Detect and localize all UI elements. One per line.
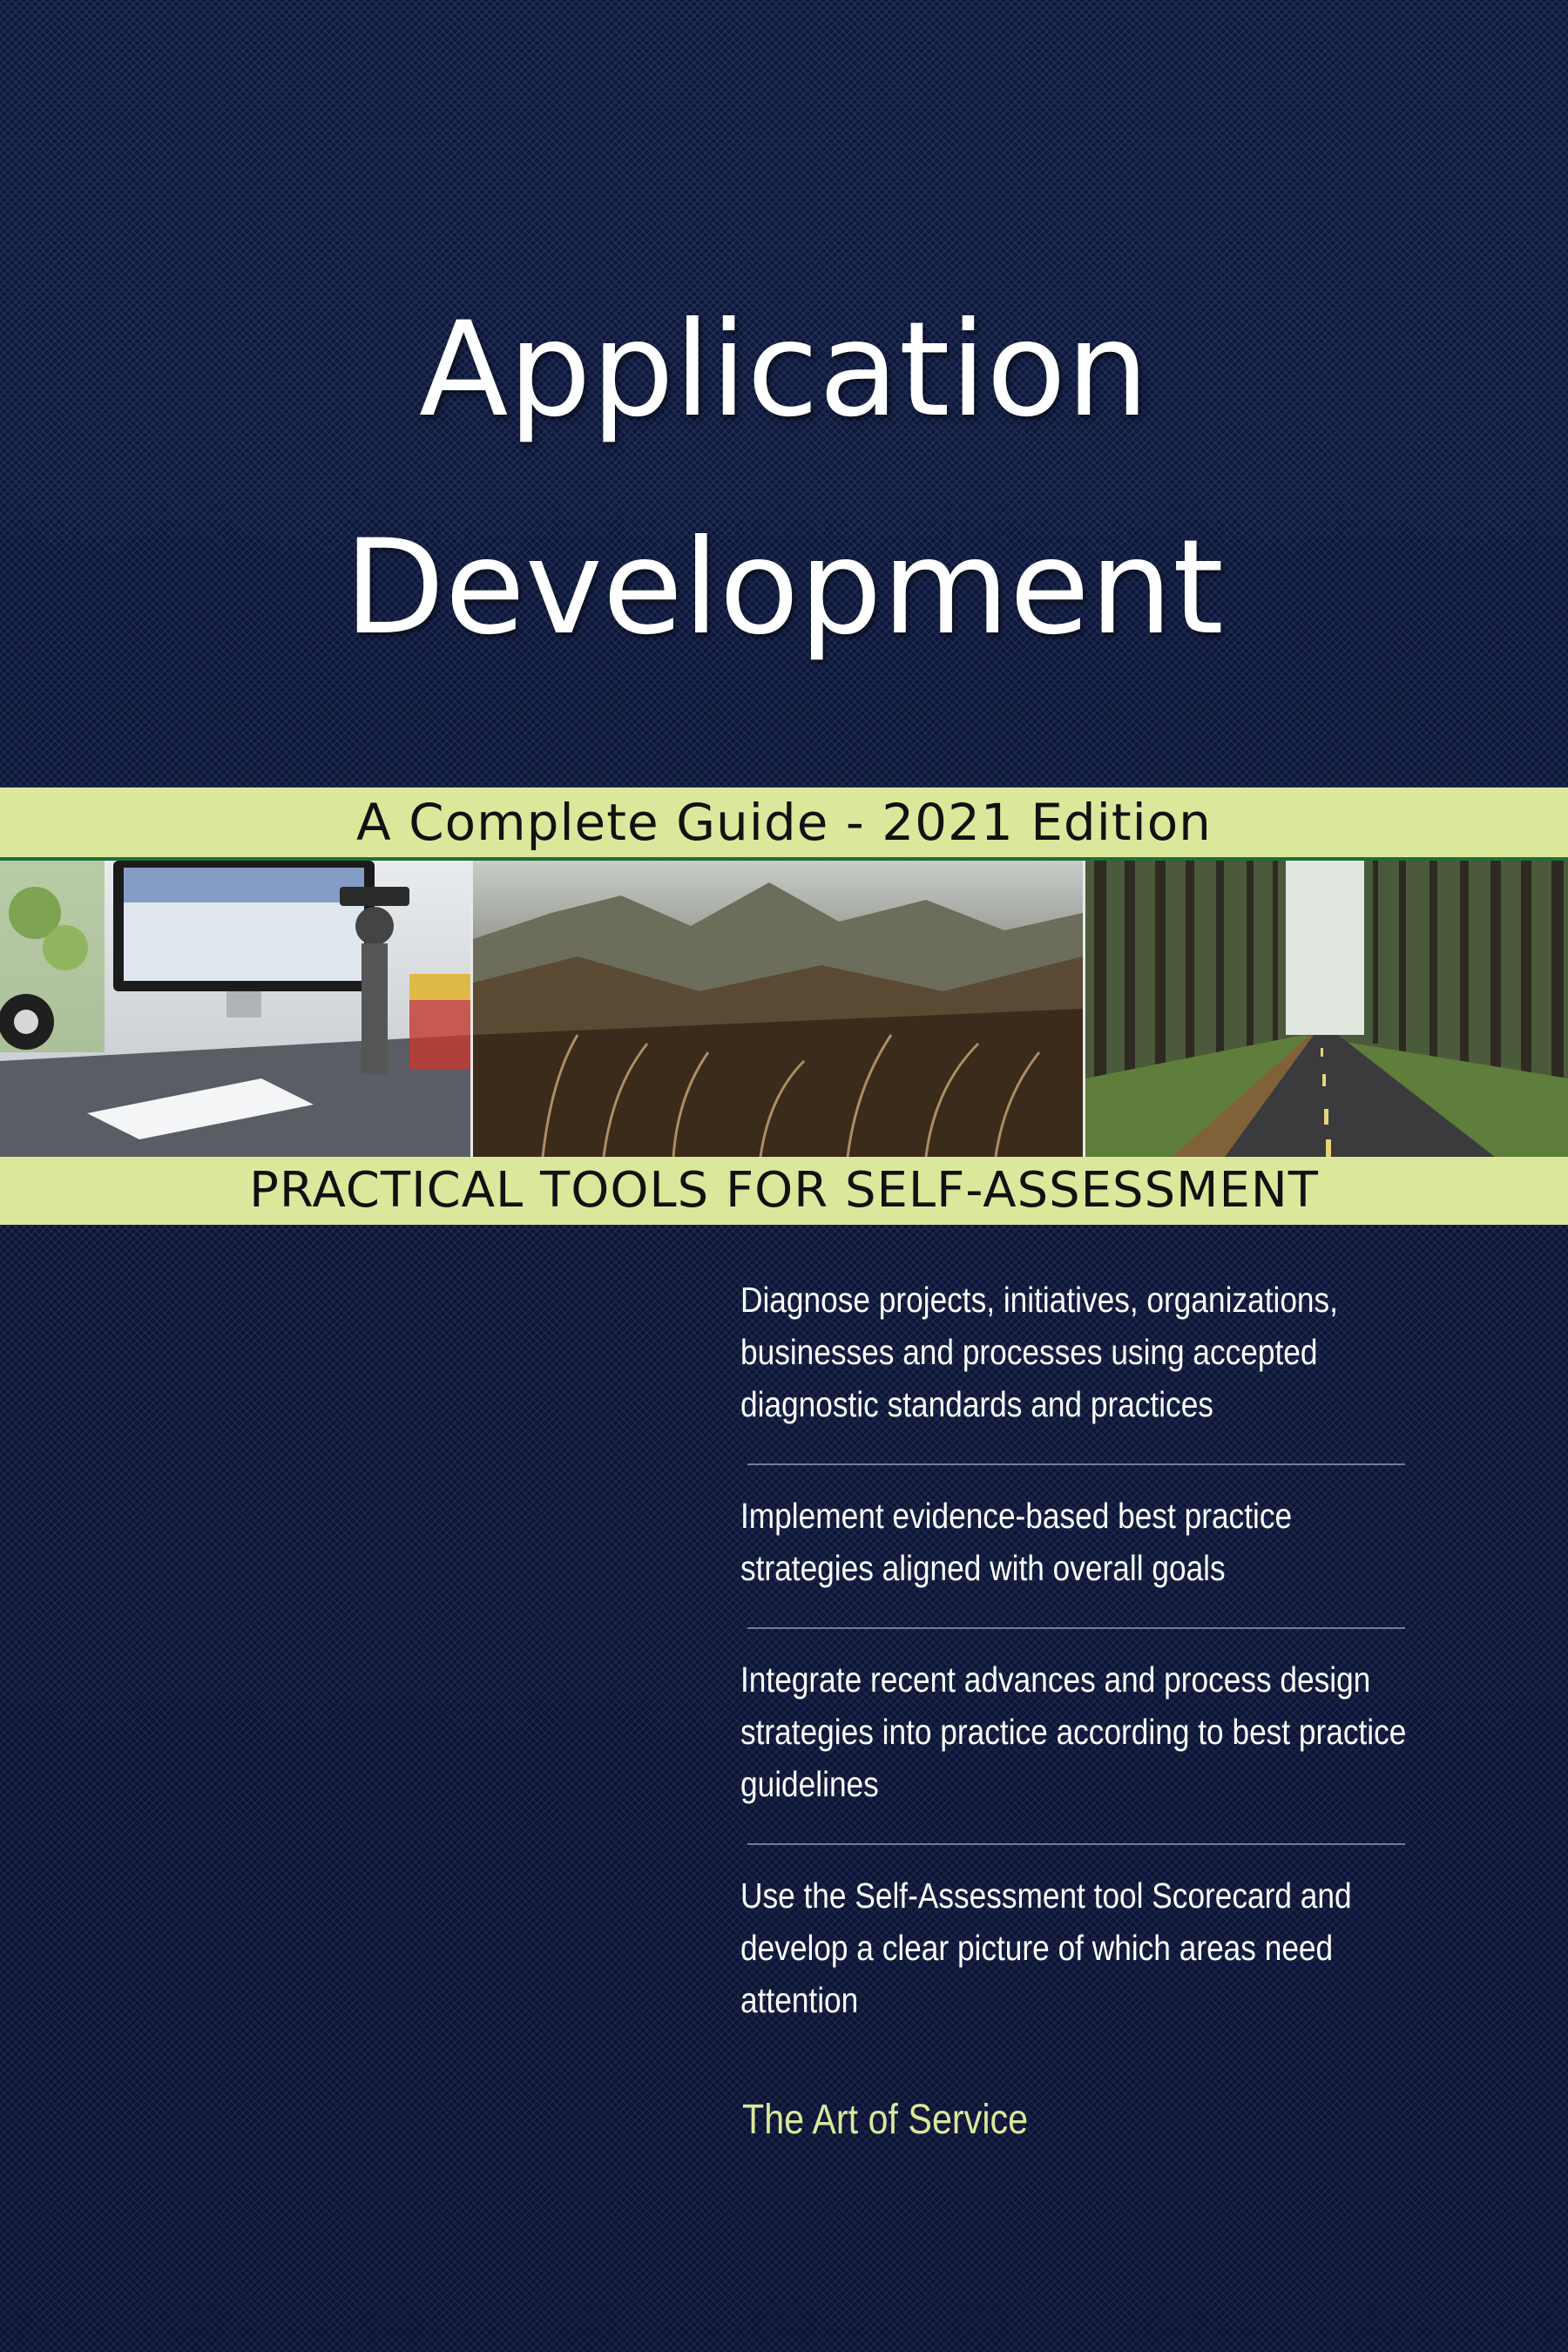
- mountain-grass-photo: [470, 861, 1085, 1157]
- book-title: [0, 261, 1568, 697]
- divider: [747, 1463, 1405, 1465]
- subtitle: A Complete Guide - 2021 Edition: [356, 793, 1212, 852]
- divider: [747, 1843, 1405, 1845]
- tagline-band: [0, 1157, 1568, 1225]
- forest-road-photo: [1085, 861, 1568, 1157]
- desk-computer-photo: [0, 861, 470, 1157]
- photo-strip: [0, 861, 1568, 1157]
- feature-item: Use the Self-Assessment tool Scorecard and develop a clear picture of which areas need attention: [740, 1876, 1352, 2020]
- tagline: PRACTICAL TOOLS FOR SELF-ASSESSMENT: [249, 1162, 1319, 1219]
- title-line-2: Development: [344, 512, 1224, 664]
- feature-item: Implement evidence-based best practice strategies aligned with overall goals: [740, 1496, 1293, 1588]
- feature-item: Integrate recent advances and process design strategies into practice according to best practice guidelines: [740, 1659, 1407, 1804]
- divider: [747, 1627, 1405, 1629]
- subtitle-band: [0, 787, 1568, 861]
- publisher-name: The Art of Service: [742, 2097, 1029, 2143]
- feature-list: [740, 1274, 1411, 2026]
- feature-item: Diagnose projects, initiatives, organizations, businesses and processes using accepted diagnostic standards and practices: [740, 1280, 1338, 1424]
- title-line-1: Application: [418, 294, 1150, 446]
